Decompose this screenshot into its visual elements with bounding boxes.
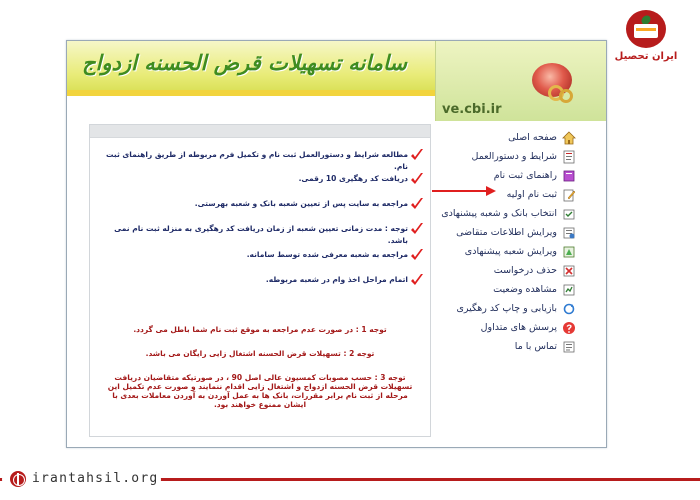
menu-item-label: ویرایش اطلاعات متقاضی: [456, 227, 557, 238]
step-text: مطالعه شرایط و دستورالعمل ثبت نام و تکمیل فرم مربوطه از طریق راهنمای ثبت نام.: [105, 150, 408, 171]
menu-item-label: ثبت نام اولیه: [506, 189, 557, 200]
step-text: توجه : مدت زمانی تعیین شعبه از زمان دریافت کد رهگیری به منزله ثبت نام نمی باشد.: [114, 224, 408, 245]
content-panel-header: [90, 125, 430, 138]
header-photo: [435, 41, 606, 121]
brand-name: ایران تحصیل: [614, 51, 678, 62]
menu-item-edit-branch[interactable]: [436, 242, 576, 261]
status-view-icon: [562, 283, 576, 297]
globe-icon: [10, 471, 26, 487]
menu-item-label: بازیابی و چاپ کد رهگیری: [456, 303, 557, 314]
red-arrow-icon: [432, 186, 496, 196]
side-menu: [436, 128, 576, 356]
menu-item-delete-request[interactable]: [436, 261, 576, 280]
menu-item-label: پرسش های متداول: [480, 322, 557, 333]
brand-logo: [614, 10, 678, 70]
book-icon: [562, 169, 576, 183]
app-window: [66, 40, 607, 448]
menu-item-label: حذف درخواست: [493, 265, 557, 276]
step-text: دریافت کد رهگیری 10 رقمی.: [298, 174, 408, 183]
step-text: مراجعه به سایت پس از تعیین شعبه بانک و شعبه بهرستی.: [194, 199, 408, 208]
edit-form-icon: [562, 188, 576, 202]
brand-book-icon: [626, 10, 666, 48]
menu-item-label: مشاهده وضعیت: [493, 284, 557, 295]
check-icon: [410, 273, 424, 287]
branch-edit-icon: [562, 245, 576, 259]
menu-item-contact[interactable]: [436, 337, 576, 356]
check-icon: [410, 197, 424, 211]
notes-block: [100, 325, 420, 423]
menu-item-label: شرایط و دستورالعمل: [471, 151, 557, 162]
check-icon: [410, 222, 424, 236]
help-icon: [562, 321, 576, 335]
content-panel: [89, 124, 431, 437]
menu-item-label: ویرایش شعبه پیشنهادی: [464, 246, 557, 257]
step-item: [96, 249, 424, 273]
menu-item-label: تماس با ما: [514, 341, 557, 352]
check-icon: [410, 172, 424, 186]
menu-item-label: صفحه اصلی: [508, 132, 557, 143]
menu-item-status[interactable]: [436, 280, 576, 299]
step-text: اتمام مراحل اخذ وام در شعبه مربوطه.: [265, 275, 408, 284]
ring-image-2: [559, 89, 573, 103]
steps-list: [96, 149, 424, 299]
bank-select-icon: [562, 207, 576, 221]
step-item: [96, 274, 424, 298]
check-icon: [410, 248, 424, 262]
step-item: [96, 149, 424, 173]
note-text: توجه 2 : تسهیلات قرض الحسنه اشتغال زایی رایگان می باشد.: [145, 349, 375, 358]
note-text: توجه 3 : حسب مصوبات کمسیون عالی اصل 90 ، در صورتیکه متقاضیان دریافت تسهیلات قرض الحسنه ازدواج و اشتغال زایی اقدام ننمایند و صورت عدم تکمیل این مرحله از ثبت نام برابر مقررات، بانک ها به عمل آوردن به آوردن معاملات بعدی با ایشان ممنوع خواهند بود.: [107, 373, 413, 409]
site-url-label: ve.cbi.ir: [442, 102, 502, 117]
menu-item-terms[interactable]: [436, 147, 576, 166]
menu-item-edit-info[interactable]: [436, 223, 576, 242]
step-item: [96, 198, 424, 222]
menu-item-guide[interactable]: [436, 166, 576, 185]
note-text: توجه 1 : در صورت عدم مراجعه به موقع ثبت نام شما باطل می گردد.: [133, 325, 387, 334]
document-icon: [562, 150, 576, 164]
menu-item-tracking-code[interactable]: [436, 299, 576, 318]
menu-item-label: راهنمای ثبت نام: [493, 170, 557, 181]
check-icon: [410, 148, 424, 162]
menu-item-label: انتخاب بانک و شعبه پیشنهادی: [441, 208, 557, 219]
menu-item-home[interactable]: [436, 128, 576, 147]
refresh-print-icon: [562, 302, 576, 316]
edit-info-icon: [562, 226, 576, 240]
step-item: [96, 223, 424, 248]
contact-icon: [562, 340, 576, 354]
step-item: [96, 173, 424, 197]
home-icon: [562, 131, 576, 145]
step-text: مراجعه به شعبه معرفی شده توسط سامانه.: [246, 250, 408, 259]
page-title: سامانه تسهیلات قرض الحسنه ازدواج: [82, 50, 407, 75]
menu-item-faq[interactable]: [436, 318, 576, 337]
menu-item-bank-select[interactable]: [436, 204, 576, 223]
delete-request-icon: [562, 264, 576, 278]
footer-website[interactable]: irantahsil.org: [32, 471, 159, 486]
